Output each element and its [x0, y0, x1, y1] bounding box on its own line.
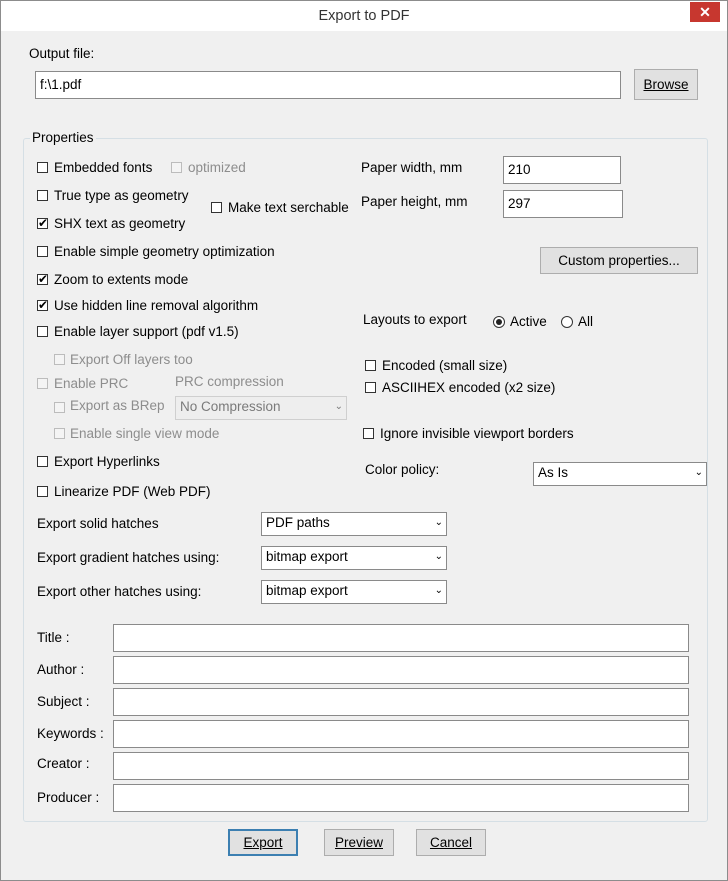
layouts-label: Layouts to export	[363, 312, 467, 327]
enable-prc-checkbox[interactable]	[37, 378, 48, 389]
zoom-extents-checkbox[interactable]	[37, 274, 48, 285]
producer-label: Producer :	[37, 790, 100, 805]
export-button[interactable]: Export	[228, 829, 298, 856]
embedded-fonts-checkbox[interactable]	[37, 162, 48, 173]
export-off-layers-checkbox[interactable]	[54, 354, 65, 365]
keywords-label: Keywords :	[37, 726, 104, 741]
optimized-label: optimized	[188, 160, 246, 175]
zoom-extents-label: Zoom to extents mode	[54, 272, 189, 287]
chevron-down-icon: ⌄	[434, 585, 443, 596]
paper-width-label: Paper width, mm	[361, 160, 463, 175]
creator-input[interactable]	[113, 752, 689, 780]
cancel-button[interactable]: Cancel	[416, 829, 486, 856]
layouts-all-label: All	[578, 314, 594, 329]
other-hatches-select[interactable]: bitmap export ⌄	[261, 580, 447, 604]
gradient-hatches-select[interactable]: bitmap export ⌄	[261, 546, 447, 570]
output-file-label: Output file:	[29, 46, 95, 61]
check-icon: ✔	[38, 298, 49, 312]
color-policy-label: Color policy:	[365, 462, 440, 477]
make-text-searchable-label: Make text serchable	[228, 200, 349, 215]
subject-label: Subject :	[37, 694, 90, 709]
hidden-line-label: Use hidden line removal algorithm	[54, 298, 259, 313]
export-hyperlinks-label: Export Hyperlinks	[54, 454, 160, 469]
encoded-label: Encoded (small size)	[382, 358, 508, 373]
output-file-input[interactable]: f:\1.pdf	[35, 71, 621, 99]
linearize-label: Linearize PDF (Web PDF)	[54, 484, 211, 499]
single-view-label: Enable single view mode	[70, 426, 220, 441]
preview-button[interactable]: Preview	[324, 829, 394, 856]
true-type-checkbox[interactable]	[37, 190, 48, 201]
shx-text-checkbox[interactable]	[37, 218, 48, 229]
chevron-down-icon: ⌄	[694, 467, 703, 478]
asciihex-label: ASCIIHEX encoded (x2 size)	[382, 380, 556, 395]
close-button[interactable]	[690, 2, 720, 22]
other-hatches-label: Export other hatches using:	[37, 584, 202, 599]
title-input[interactable]	[113, 624, 689, 652]
custom-properties-button[interactable]: Custom properties...	[540, 247, 698, 274]
shx-text-label: SHX text as geometry	[54, 216, 186, 231]
browse-button[interactable]: Browse	[634, 69, 698, 100]
color-policy-select[interactable]: As Is ⌄	[533, 462, 707, 486]
subject-input[interactable]	[113, 688, 689, 716]
simple-geometry-label: Enable simple geometry optimization	[54, 244, 275, 259]
ignore-viewport-checkbox[interactable]	[363, 428, 374, 439]
chevron-down-icon: ⌄	[434, 551, 443, 562]
solid-hatches-select[interactable]: PDF paths ⌄	[261, 512, 447, 536]
creator-label: Creator :	[37, 756, 90, 771]
paper-width-input[interactable]: 210	[503, 156, 621, 184]
simple-geometry-checkbox[interactable]	[37, 246, 48, 257]
author-input[interactable]	[113, 656, 689, 684]
producer-input[interactable]	[113, 784, 689, 812]
prc-compression-label: PRC compression	[175, 374, 284, 389]
encoded-checkbox[interactable]	[365, 360, 376, 371]
export-off-layers-label: Export Off layers too	[70, 352, 193, 367]
chevron-down-icon: ⌄	[334, 401, 343, 412]
layouts-active-label: Active	[510, 314, 547, 329]
export-as-brep-label: Export as BRep	[70, 398, 165, 413]
author-label: Author :	[37, 662, 85, 677]
export-hyperlinks-checkbox[interactable]	[37, 456, 48, 467]
layer-support-label: Enable layer support (pdf v1.5)	[54, 324, 239, 339]
prc-compression-select[interactable]: No Compression ⌄	[175, 396, 347, 420]
title-label: Title :	[37, 630, 70, 645]
properties-label: Properties	[32, 130, 94, 145]
paper-height-input[interactable]: 297	[503, 190, 623, 218]
gradient-hatches-label: Export gradient hatches using:	[37, 550, 220, 565]
layer-support-checkbox[interactable]	[37, 326, 48, 337]
layouts-active-radio[interactable]	[493, 316, 505, 328]
enable-prc-label: Enable PRC	[54, 376, 129, 391]
chevron-down-icon: ⌄	[434, 517, 443, 528]
close-icon: ✕	[699, 4, 711, 20]
solid-hatches-label: Export solid hatches	[37, 516, 159, 531]
linearize-checkbox[interactable]	[37, 486, 48, 497]
check-icon: ✔	[38, 272, 49, 286]
title-bar	[1, 1, 727, 31]
keywords-input[interactable]	[113, 720, 689, 748]
export-as-brep-checkbox[interactable]	[54, 402, 65, 413]
hidden-line-checkbox[interactable]	[37, 300, 48, 311]
single-view-checkbox[interactable]	[54, 428, 65, 439]
check-icon: ✔	[38, 216, 49, 230]
asciihex-checkbox[interactable]	[365, 382, 376, 393]
layouts-all-radio[interactable]	[561, 316, 573, 328]
window-title: Export to PDF	[318, 8, 410, 24]
embedded-fonts-label: Embedded fonts	[54, 160, 153, 175]
make-text-searchable-checkbox[interactable]	[211, 202, 222, 213]
paper-height-label: Paper height, mm	[361, 194, 468, 209]
optimized-checkbox[interactable]	[171, 162, 182, 173]
ignore-viewport-label: Ignore invisible viewport borders	[380, 426, 574, 441]
true-type-label: True type as geometry	[54, 188, 189, 203]
